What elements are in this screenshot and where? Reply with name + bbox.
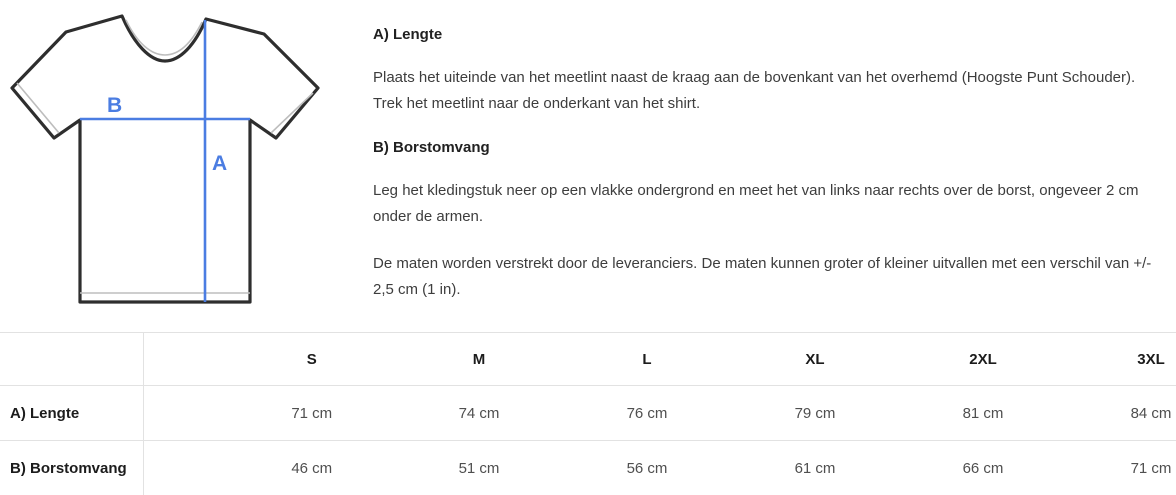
size-table: [0, 332, 1176, 495]
size-column-header: XL: [731, 333, 899, 386]
size-value-cell: 46 cm: [143, 441, 395, 495]
size-value-cell: 74 cm: [395, 386, 563, 441]
chest-heading: B) Borstomvang: [373, 138, 1153, 158]
size-table-corner-cell: [0, 333, 143, 386]
chest-instruction: Leg het kledingstuk neer op een vlakke ondergrond en meet het van links naar rechts over de borst, ongeveer 2 cm onder de armen.: [373, 178, 1153, 230]
size-table-row: [0, 441, 1176, 495]
size-row-label: A) Lengte: [0, 386, 143, 441]
size-value-cell: 71 cm: [1067, 441, 1176, 495]
size-value-cell: 66 cm: [899, 441, 1067, 495]
size-column-header: M: [395, 333, 563, 386]
size-column-header: S: [143, 333, 395, 386]
size-column-header: 3XL: [1067, 333, 1176, 386]
size-table-container: [0, 332, 1176, 495]
size-row-label: B) Borstomvang: [0, 441, 143, 495]
chest-label: B: [107, 94, 122, 117]
size-value-cell: 51 cm: [395, 441, 563, 495]
instructions-text-column: [373, 0, 1153, 324]
length-instruction: Plaats het uiteinde van het meetlint naast de kraag aan de bovenkant van het overhemd (Hoogste Punt Schouder). Trek het meetlint naar de onderkant van het shirt.: [373, 65, 1153, 117]
size-table-body: [0, 386, 1176, 495]
size-disclaimer: De maten worden verstrekt door de leveranciers. De maten kunnen groter of kleiner uitvallen met een verschil van +/- 2,5 cm (1 in).: [373, 251, 1153, 303]
length-label: A: [212, 152, 227, 175]
size-value-cell: 84 cm: [1067, 386, 1176, 441]
size-value-cell: 56 cm: [563, 441, 731, 495]
size-value-cell: 61 cm: [731, 441, 899, 495]
size-table-row: [0, 386, 1176, 441]
tshirt-measurement-diagram: [0, 0, 340, 318]
size-value-cell: 79 cm: [731, 386, 899, 441]
size-value-cell: 71 cm: [143, 386, 395, 441]
tshirt-outline: [12, 16, 318, 302]
size-column-header: L: [563, 333, 731, 386]
length-heading: A) Lengte: [373, 25, 1153, 45]
size-column-header: 2XL: [899, 333, 1067, 386]
size-value-cell: 76 cm: [563, 386, 731, 441]
size-table-header-row: [0, 333, 1176, 386]
size-value-cell: 81 cm: [899, 386, 1067, 441]
